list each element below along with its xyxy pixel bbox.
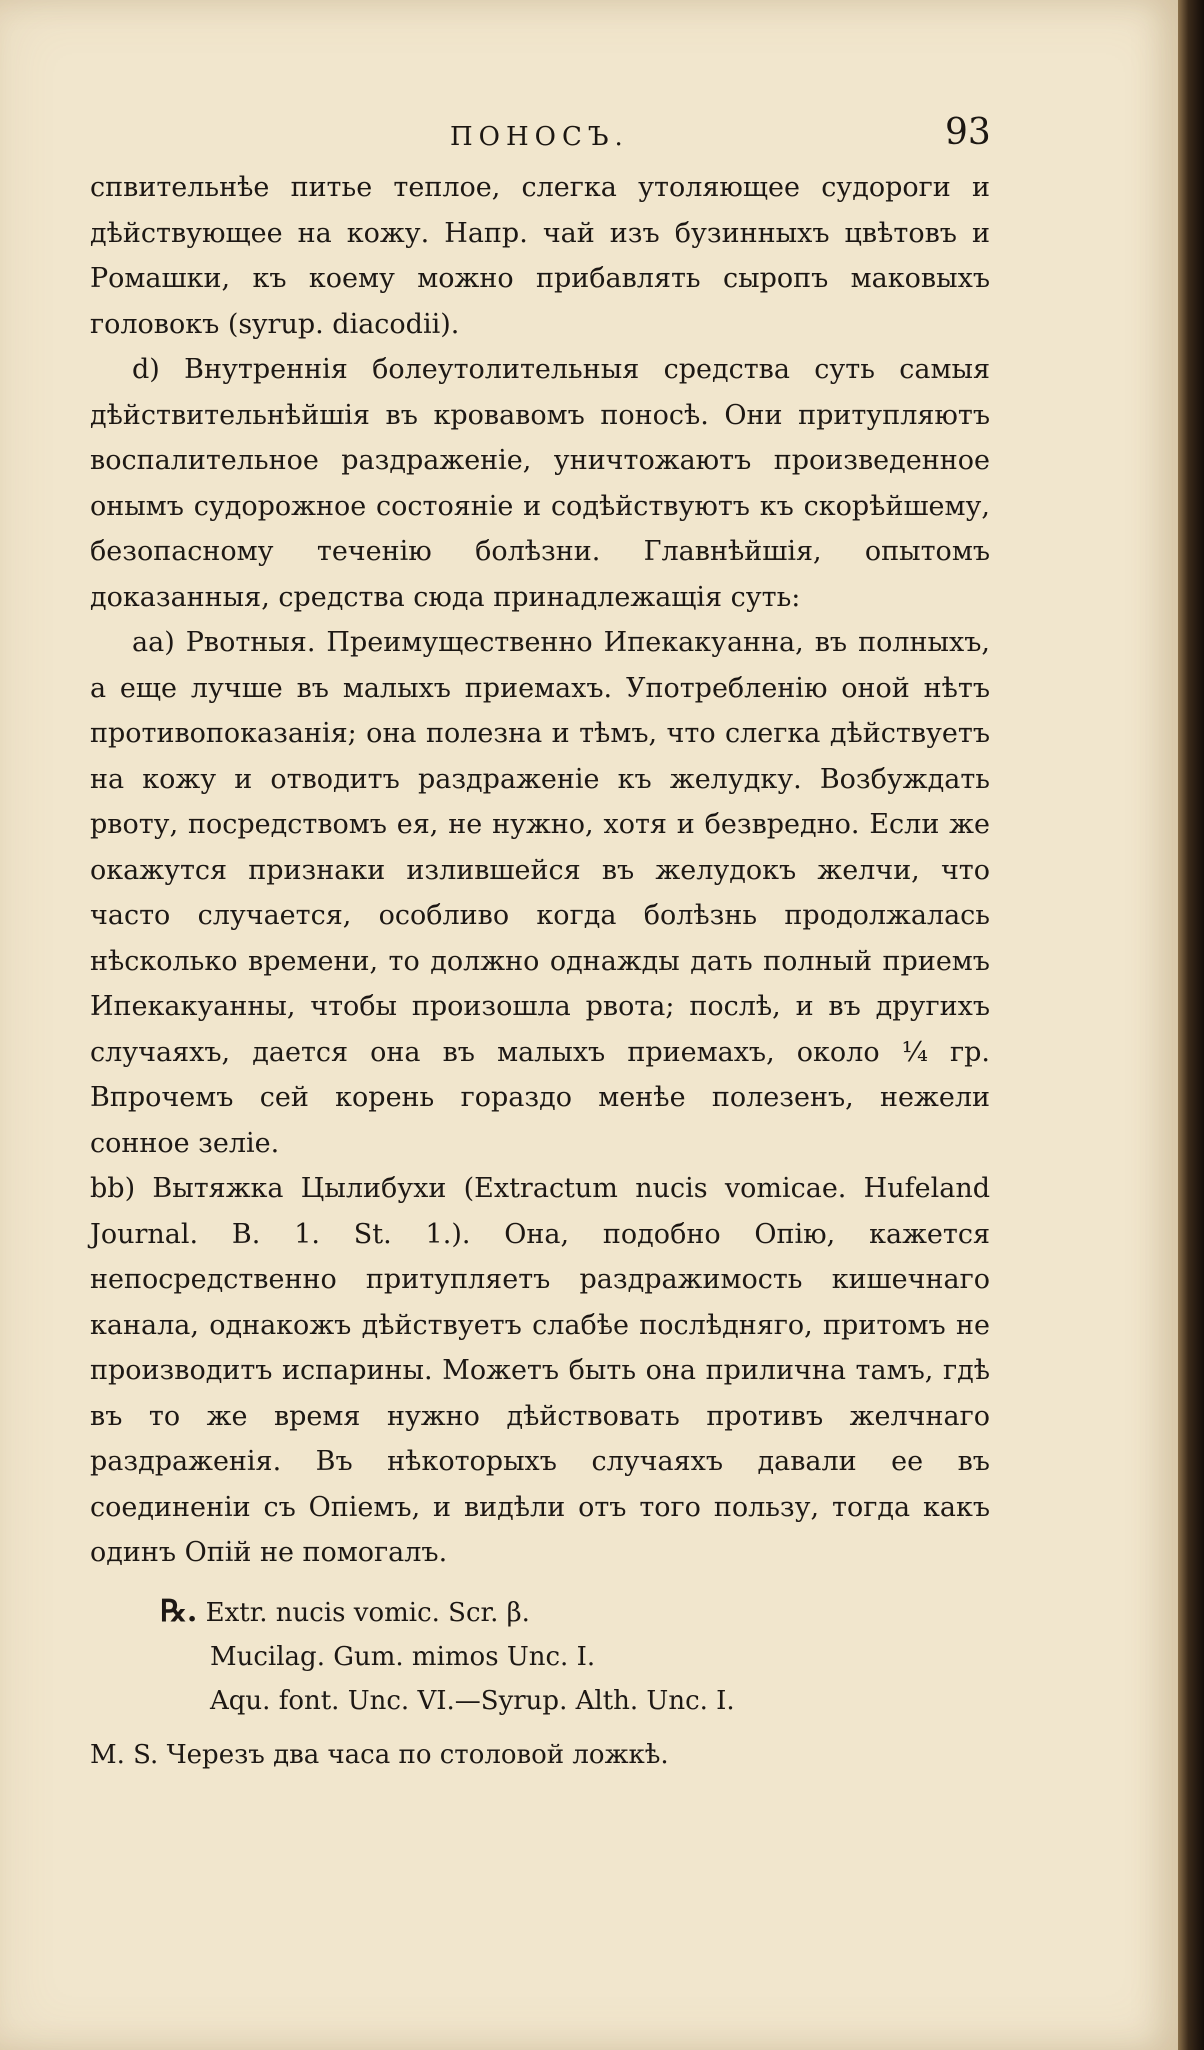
paragraph: aa) Рвотныя. Преимущественно Ипекакуанна, въ полныхъ, а еще лучше въ малыхъ приемахъ. Употребленію оной нѣтъ противопоказанія; она полезна и тѣмъ, что слегка дѣйствуетъ на кожу и отводитъ раздраженіе къ желудку. Возбуждать рвоту, посредствомъ ея, не нужно, хотя и безвредно. Если же окажутся признаки излившейся въ желудокъ желчи, что часто случается, особливо когда болѣзнь продолжалась нѣсколько времени, то должно однажды дать полный приемъ Ипекакуанны, чтобы произошла рвота; послѣ, и въ другихъ случаяхъ, дается она въ малыхъ приемахъ, около ¼ гр. Впрочемъ сей корень гораздо менѣе полезенъ, нежели сонное зеліе. <box>90 627 990 1159</box>
prescription-text: Extr. nucis vomic. Scr. β. <box>205 1597 530 1628</box>
prescription-signature: M. S. Черезъ два часа по столовой ложкѣ. <box>90 1739 669 1770</box>
paragraph: d) Внутреннія болеутолительныя средства суть самыя дѣйствительнѣйшія въ кровавомъ поносѣ. Они притупляютъ воспалительное раздраженіе, уничтожаютъ произведенное онымъ судорожное состояніе и содѣйствуютъ къ скорѣйшему, безопасному теченію болѣзни. Главнѣйшія, опытомъ доказанныя, средства сюда принадлежащія суть: <box>90 354 990 613</box>
running-title: ПОНОСЪ. <box>450 122 629 152</box>
page-number: 93 <box>945 112 991 153</box>
book-spine-edge <box>1178 0 1204 2050</box>
paragraph: спвительнѣе питье теплое, слегка утоляющее судороги и дѣйствующее на кожу. Напр. чай изъ бузинныхъ цвѣтовъ и Ромашки, къ коему можно прибавлять сыропъ маковыхъ головокъ (syrup. diacodii). <box>90 172 990 340</box>
prescription-line <box>90 1590 990 1635</box>
paragraph: bb) Вытяжка Цылибухи (Extractum nucis vomicae. Hufeland Journal. B. 1. St. 1.). Она, подобно Опію, кажется непосредственно притупляетъ раздражимость кишечнаго канала, однакожъ дѣйствуетъ слабѣе послѣдняго, притомъ не производитъ испарины. Можетъ быть она прилична тамъ, гдѣ въ то же время нужно дѣйствовать противъ желчнаго раздраженія. Въ нѣкоторыхъ случаяхъ давали ее въ соединеніи съ Опіемъ, и видѣли отъ того пользу, тогда какъ одинъ Опій не помогалъ. <box>90 1173 990 1568</box>
prescription-line: Mucilag. Gum. mimos Unc. I. <box>210 1641 596 1672</box>
running-head <box>0 112 1178 162</box>
prescription-line: Aqu. font. Unc. VI.—Syrup. Alth. Unc. I. <box>210 1685 735 1716</box>
body-text <box>90 165 990 1777</box>
rx-symbol: ℞. <box>160 1593 198 1629</box>
prescription <box>90 1590 990 1777</box>
